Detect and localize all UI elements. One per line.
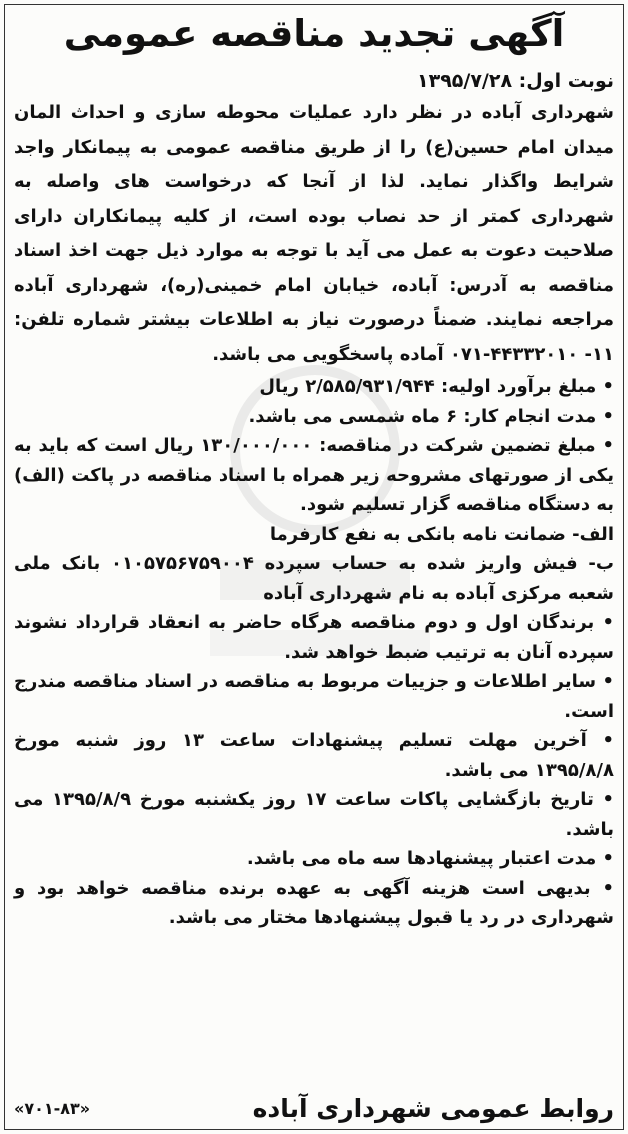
notice-code: «۷۰۱-۸۳»	[14, 1098, 91, 1118]
validity-item: • مدت اعتبار پیشنهادها سه ماه می باشد.	[14, 844, 614, 874]
signature: روابط عمومی شهرداری آباده	[252, 1093, 614, 1123]
intro-paragraph: شهرداری آباده در نظر دارد عملیات محوطه سازی و احداث المان میدان امام حسین(ع) را از طریق مناقصه عمومی به پیمانکار واجد شرایط واگذار نماید. لذا از آنجا که درخواست های واصله به شهرداری کمتر از حد نصاب بوده است، از کلیه پیمانکاران دارای صلاحیت دعوت به عمل می آید با توجه به موارد ذیل جهت اخذ اسناد مناقصه به آدرس: آباده، خیابان امام خمینی(ره)، شهرداری آباده مراجعه نمایند. ضمناً درصورت نیاز به اطلاعات بیشتر شماره تلفن: ۱۱- ۴۴۳۳۲۰۱۰-۰۷۱ آماده پاسخگویی می باشد.	[14, 102, 614, 365]
guarantee-item: • مبلغ تضمین شرکت در مناقصه: ۱۳۰/۰۰۰/۰۰۰ ریال است که باید به یکی از صورتهای مشروحه زیر همراه با اسناد مناقصه در پاکت (الف) به دستگاه مناقصه گزار تسلیم شود.	[14, 431, 614, 520]
notice-body	[14, 66, 614, 933]
other-info-item: • سایر اطلاعات و جزییات مربوط به مناقصه در اسناد مناقصه مندرج است.	[14, 667, 614, 726]
deadline-item: • آخرین مهلت تسلیم پیشنهادات ساعت ۱۳ روز شنبه مورخ ۱۳۹۵/۸/۸ می باشد.	[14, 726, 614, 785]
option-deposit-slip: ب- فیش واریز شده به حساب سپرده ۰۱۰۵۷۵۶۷۵۹۰۰۴ بانک ملی شعبه مرکزی آباده به نام شهرداری آباده	[14, 553, 614, 604]
option-bank-guarantee: الف- ضمانت نامه بانکی به نفع کارفرما	[269, 523, 614, 545]
budget-item: • مبلغ برآورد اولیه: ۲/۵۸۵/۹۳۱/۹۴۴ ریال	[14, 372, 614, 402]
opening-item: • تاریخ بازگشایی پاکات ساعت ۱۷ روز یکشنبه مورخ ۱۳۹۵/۸/۹ می باشد.	[14, 785, 614, 844]
duration-item: • مدت انجام کار: ۶ ماه شمسی می باشد.	[14, 402, 614, 432]
notice-title: آگهی تجدید مناقصه عمومی	[63, 12, 565, 55]
publication-round: نوبت اول: ۱۳۹۵/۷/۲۸	[417, 70, 614, 92]
winners-item: • برندگان اول و دوم مناقصه هرگاه حاضر به انعقاد قرارداد نشوند سپرده آنان به ترتیب ضبط خواهد شد.	[14, 608, 614, 667]
notice-footer	[14, 1090, 614, 1126]
cost-item: • بدیهی است هزینه آگهی به عهده برنده مناقصه خواهد بود و شهرداری در رد یا قبول پیشنهادها مختار می باشد.	[14, 874, 614, 933]
